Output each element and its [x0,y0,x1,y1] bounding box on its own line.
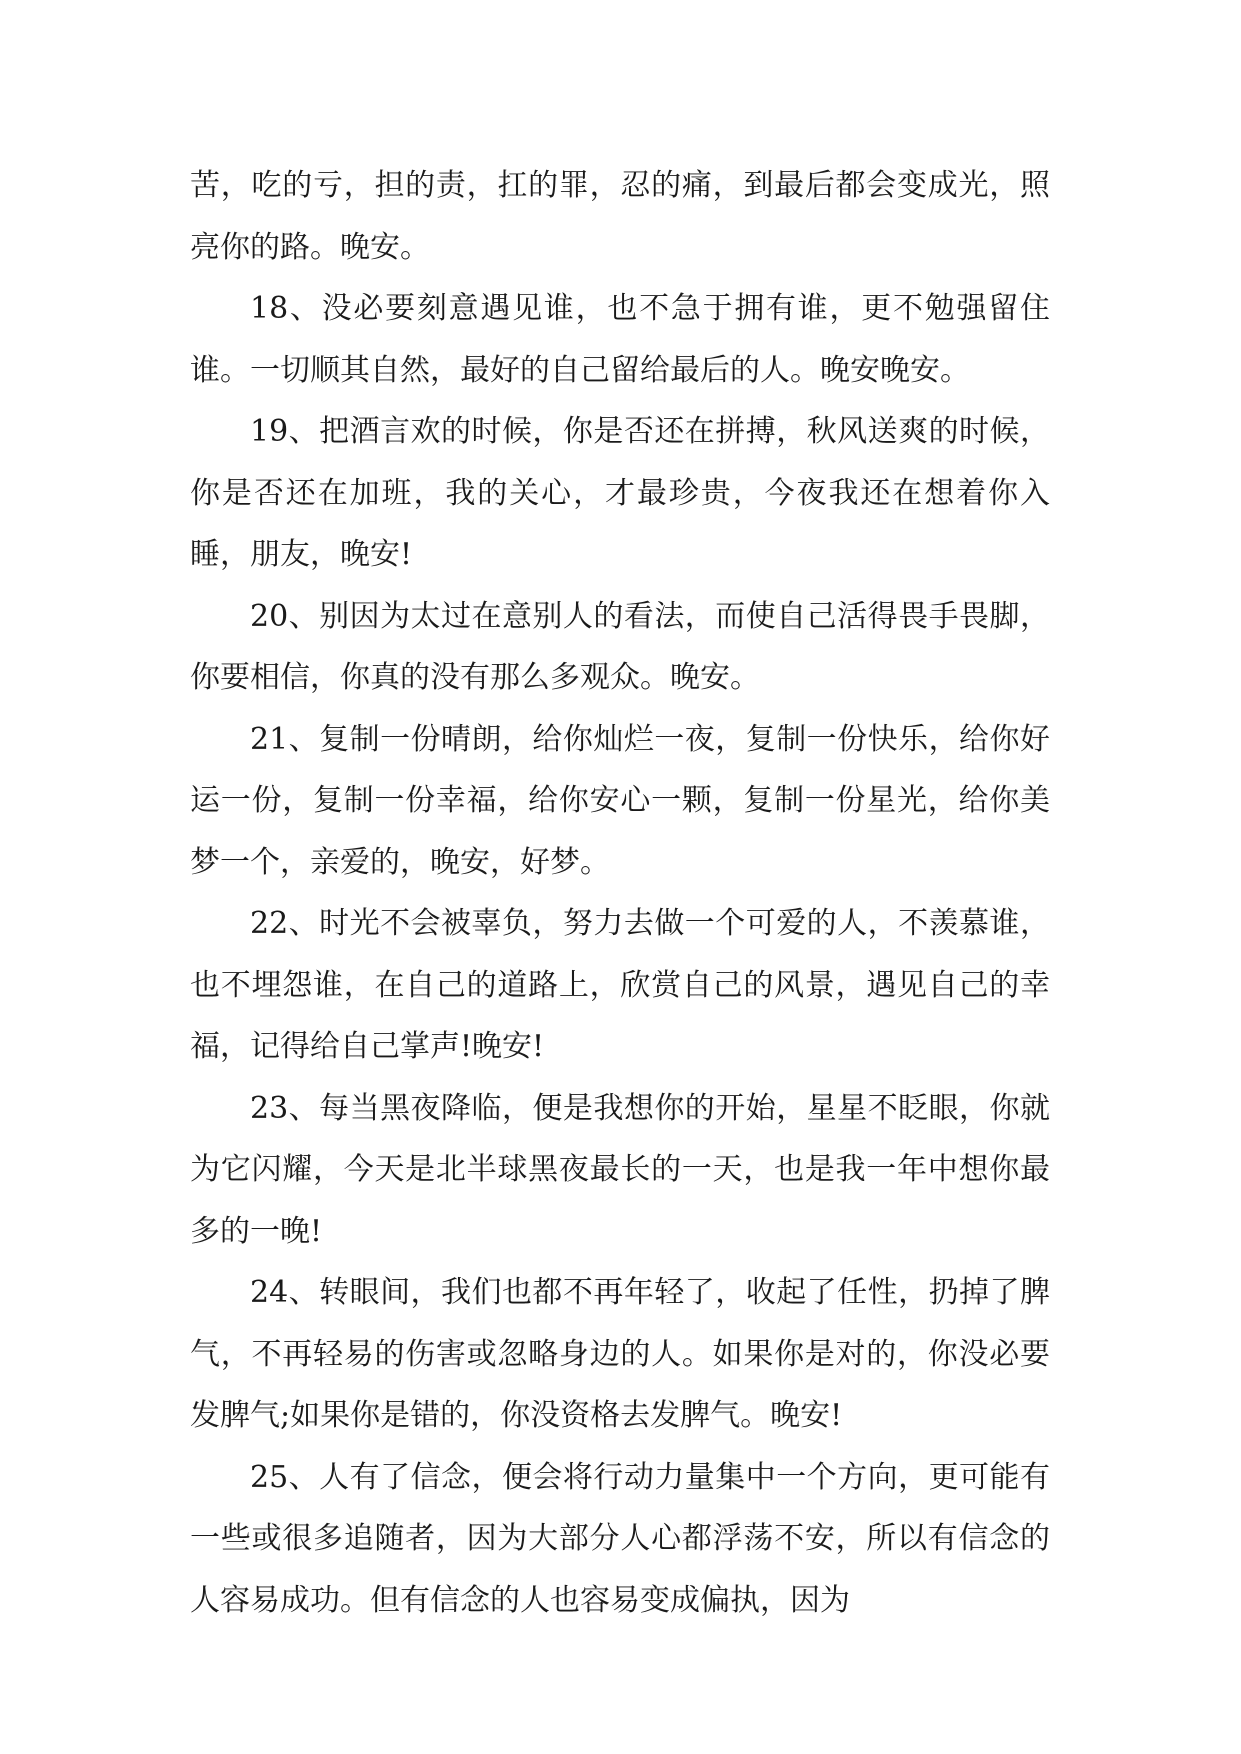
paragraph-continuation: 苦，吃的亏，担的责，扛的罪，忍的痛，到最后都会变成光，照亮你的路。晚安。 [190,168,1050,265]
paragraph-19: 19、把酒言欢的时候，你是否还在拼搏，秋风送爽的时候，你是否还在加班，我的关心，才最珍贵，今夜我还在想着你入睡，朋友，晚安! [190,414,1050,572]
paragraph-22: 22、时光不会被辜负，努力去做一个可爱的人，不羡慕谁，也不埋怨谁，在自己的道路上，欣赏自己的风景，遇见自己的幸福，记得给自己掌声!晚安! [190,906,1050,1064]
paragraph-23: 23、每当黑夜降临，便是我想你的开始，星星不眨眼，你就为它闪耀，今天是北半球黑夜最长的一天，也是我一年中想你最多的一晚! [190,1090,1050,1249]
paragraph-24: 24、转眼间，我们也都不再年轻了，收起了任性，扔掉了脾气，不再轻易的伤害或忽略身边的人。如果你是对的，你没必要发脾气;如果你是错的，你没资格去发脾气。晚安! [190,1275,1050,1433]
document-body [190,155,1050,1631]
paragraph-25: 25、人有了信念，便会将行动力量集中一个方向，更可能有一些或很多追随者，因为大部分人心都浮荡不安，所以有信念的人容易成功。但有信念的人也容易变成偏执，因为 [190,1459,1050,1618]
paragraph-20: 20、别因为太过在意别人的看法，而使自己活得畏手畏脚，你要相信，你真的没有那么多观众。晚安。 [190,598,1050,695]
paragraph-18: 18、没必要刻意遇见谁，也不急于拥有谁，更不勉强留住谁。一切顺其自然，最好的自己留给最后的人。晚安晚安。 [190,291,1050,388]
paragraph-21: 21、复制一份晴朗，给你灿烂一夜，复制一份快乐，给你好运一份，复制一份幸福，给你安心一颗，复制一份星光，给你美梦一个，亲爱的，晚安，好梦。 [190,721,1050,880]
